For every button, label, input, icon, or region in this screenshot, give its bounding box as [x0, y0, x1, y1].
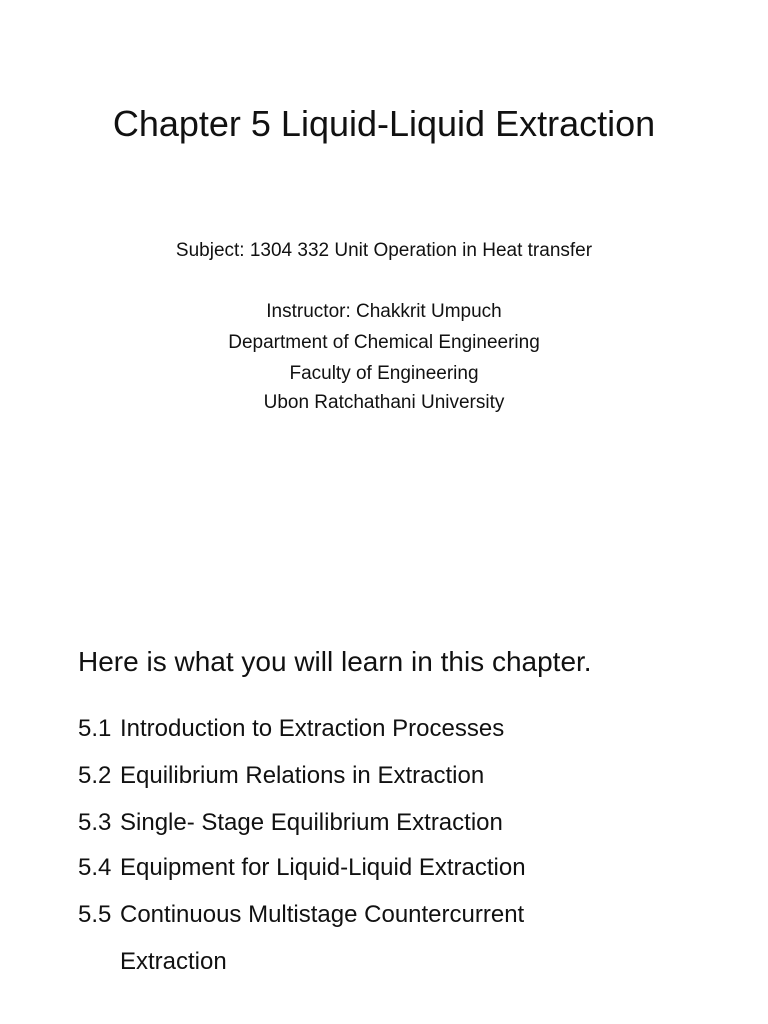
toc-text: Continuous Multistage Countercurrent: [120, 901, 525, 928]
subject-line: Subject: 1304 332 Unit Operation in Heat transfer: [175, 240, 593, 261]
toc-number: 5.2: [78, 762, 112, 789]
toc-text: Introduction to Extraction Processes: [120, 715, 505, 742]
toc-number: 5.3: [78, 809, 112, 836]
toc-item-5-1: [78, 714, 504, 744]
toc-item-5-5: [78, 900, 524, 977]
faculty-line: Faculty of Engineering: [289, 363, 479, 384]
toc-number: 5.5: [78, 901, 112, 928]
university-line: Ubon Ratchathani University: [263, 392, 505, 413]
toc-item-5-3: [78, 808, 503, 838]
department-line: Department of Chemical Engineering: [228, 332, 540, 353]
toc-number: 5.4: [78, 854, 112, 881]
learn-heading: Here is what you will learn in this chapter.: [78, 646, 592, 677]
toc-text: Equipment for Liquid-Liquid Extraction: [120, 854, 526, 881]
instructor-line: Instructor: Chakkrit Umpuch: [266, 301, 502, 322]
toc-text: Equilibrium Relations in Extraction: [120, 762, 485, 789]
toc-text: Single- Stage Equilibrium Extraction: [120, 809, 503, 836]
toc-number: 5.1: [78, 715, 112, 742]
toc-item-5-2: [78, 761, 484, 791]
toc-text-continuation: Extraction: [120, 948, 227, 975]
chapter-title: Chapter 5 Liquid-Liquid Extraction: [112, 103, 656, 144]
toc-item-5-4: [78, 853, 526, 883]
